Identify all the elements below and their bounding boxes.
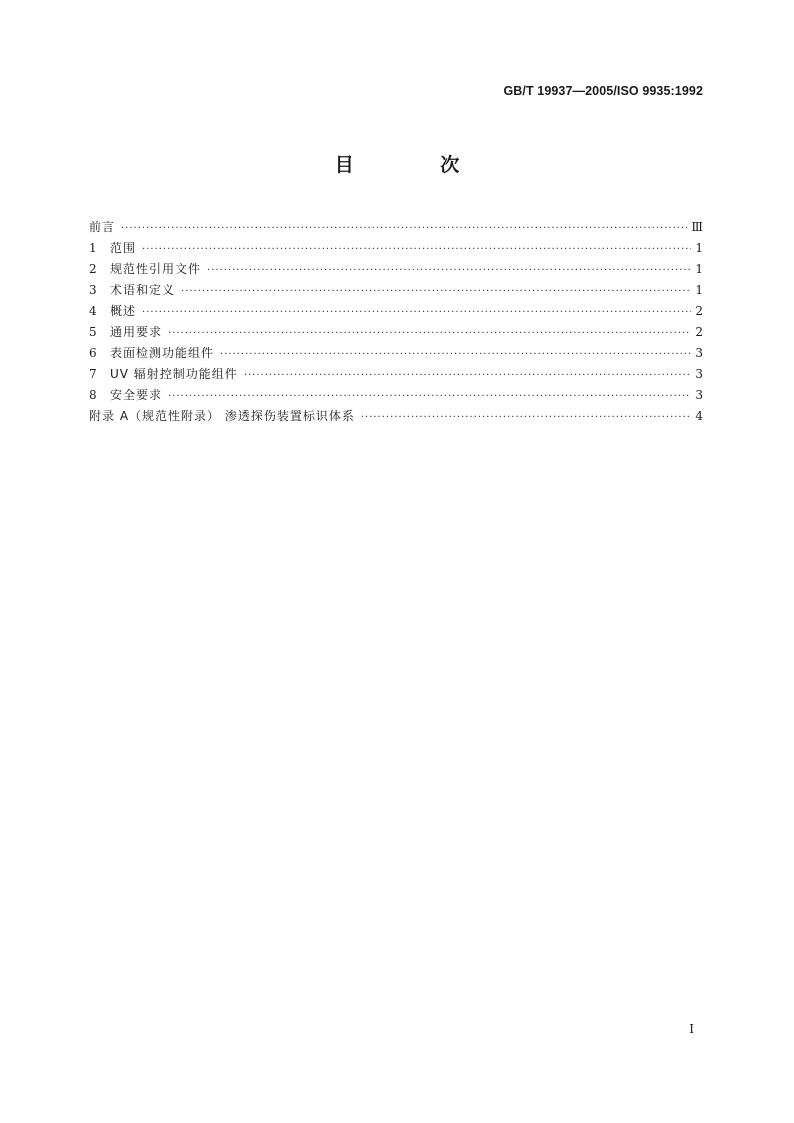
table-of-contents bbox=[89, 217, 703, 427]
toc-entry-label: 范围 bbox=[110, 241, 137, 255]
toc-entry-number: 5 bbox=[89, 325, 97, 339]
toc-entry-1[interactable] bbox=[89, 238, 703, 259]
toc-entry-number: 7 bbox=[89, 367, 97, 381]
toc-page-number: 4 bbox=[695, 409, 703, 423]
toc-entry-3[interactable] bbox=[89, 280, 703, 301]
toc-leader-dots bbox=[207, 260, 691, 281]
toc-leader-dots bbox=[121, 218, 687, 239]
toc-page-number: 1 bbox=[695, 241, 703, 255]
toc-entry-2[interactable] bbox=[89, 259, 703, 280]
toc-entry-foreword[interactable] bbox=[89, 217, 703, 238]
toc-page-number: 2 bbox=[695, 304, 703, 318]
toc-entry-number: 6 bbox=[89, 346, 97, 360]
toc-entry-number: 4 bbox=[89, 304, 97, 318]
toc-entry-label: 表面检测功能组件 bbox=[110, 346, 215, 360]
toc-entry-label: UV 辐射控制功能组件 bbox=[110, 367, 238, 381]
toc-entry-number: 8 bbox=[89, 388, 97, 402]
toc-page-number: 3 bbox=[695, 367, 703, 381]
toc-entry-label: 前言 bbox=[89, 220, 116, 234]
toc-entry-label: 术语和定义 bbox=[110, 283, 176, 297]
toc-entry-number: 2 bbox=[89, 262, 97, 276]
toc-entry-label: 附录 A（规范性附录） 渗透探伤装置标识体系 bbox=[89, 409, 355, 423]
toc-page-number: 3 bbox=[695, 388, 703, 402]
toc-leader-dots bbox=[220, 344, 691, 365]
toc-entry-7[interactable] bbox=[89, 364, 703, 385]
toc-leader-dots bbox=[181, 281, 691, 302]
toc-page-number: 3 bbox=[695, 346, 703, 360]
toc-entry-label: 规范性引用文件 bbox=[110, 262, 202, 276]
toc-page-number: 1 bbox=[695, 283, 703, 297]
page-number: I bbox=[689, 1022, 694, 1036]
toc-leader-dots bbox=[168, 386, 691, 407]
toc-entry-6[interactable] bbox=[89, 343, 703, 364]
toc-entry-label: 概述 bbox=[110, 304, 137, 318]
toc-leader-dots bbox=[168, 323, 691, 344]
toc-page-number: 1 bbox=[695, 262, 703, 276]
toc-entry-label: 通用要求 bbox=[110, 325, 163, 339]
page-title: 目 次 bbox=[334, 154, 500, 176]
toc-entry-4[interactable] bbox=[89, 301, 703, 322]
toc-entry-8[interactable] bbox=[89, 385, 703, 406]
standard-code: GB/T 19937—2005/ISO 9935:1992 bbox=[503, 84, 703, 98]
toc-entry-annex-a[interactable] bbox=[89, 406, 703, 427]
toc-leader-dots bbox=[361, 407, 691, 428]
toc-entry-number: 3 bbox=[89, 283, 97, 297]
toc-page-number: 2 bbox=[695, 325, 703, 339]
toc-leader-dots bbox=[142, 239, 691, 260]
toc-entry-number: 1 bbox=[89, 241, 97, 255]
toc-entry-5[interactable] bbox=[89, 322, 703, 343]
toc-entry-label: 安全要求 bbox=[110, 388, 163, 402]
toc-leader-dots bbox=[244, 365, 691, 386]
toc-leader-dots bbox=[142, 302, 691, 323]
toc-page-number: Ⅲ bbox=[691, 220, 703, 234]
